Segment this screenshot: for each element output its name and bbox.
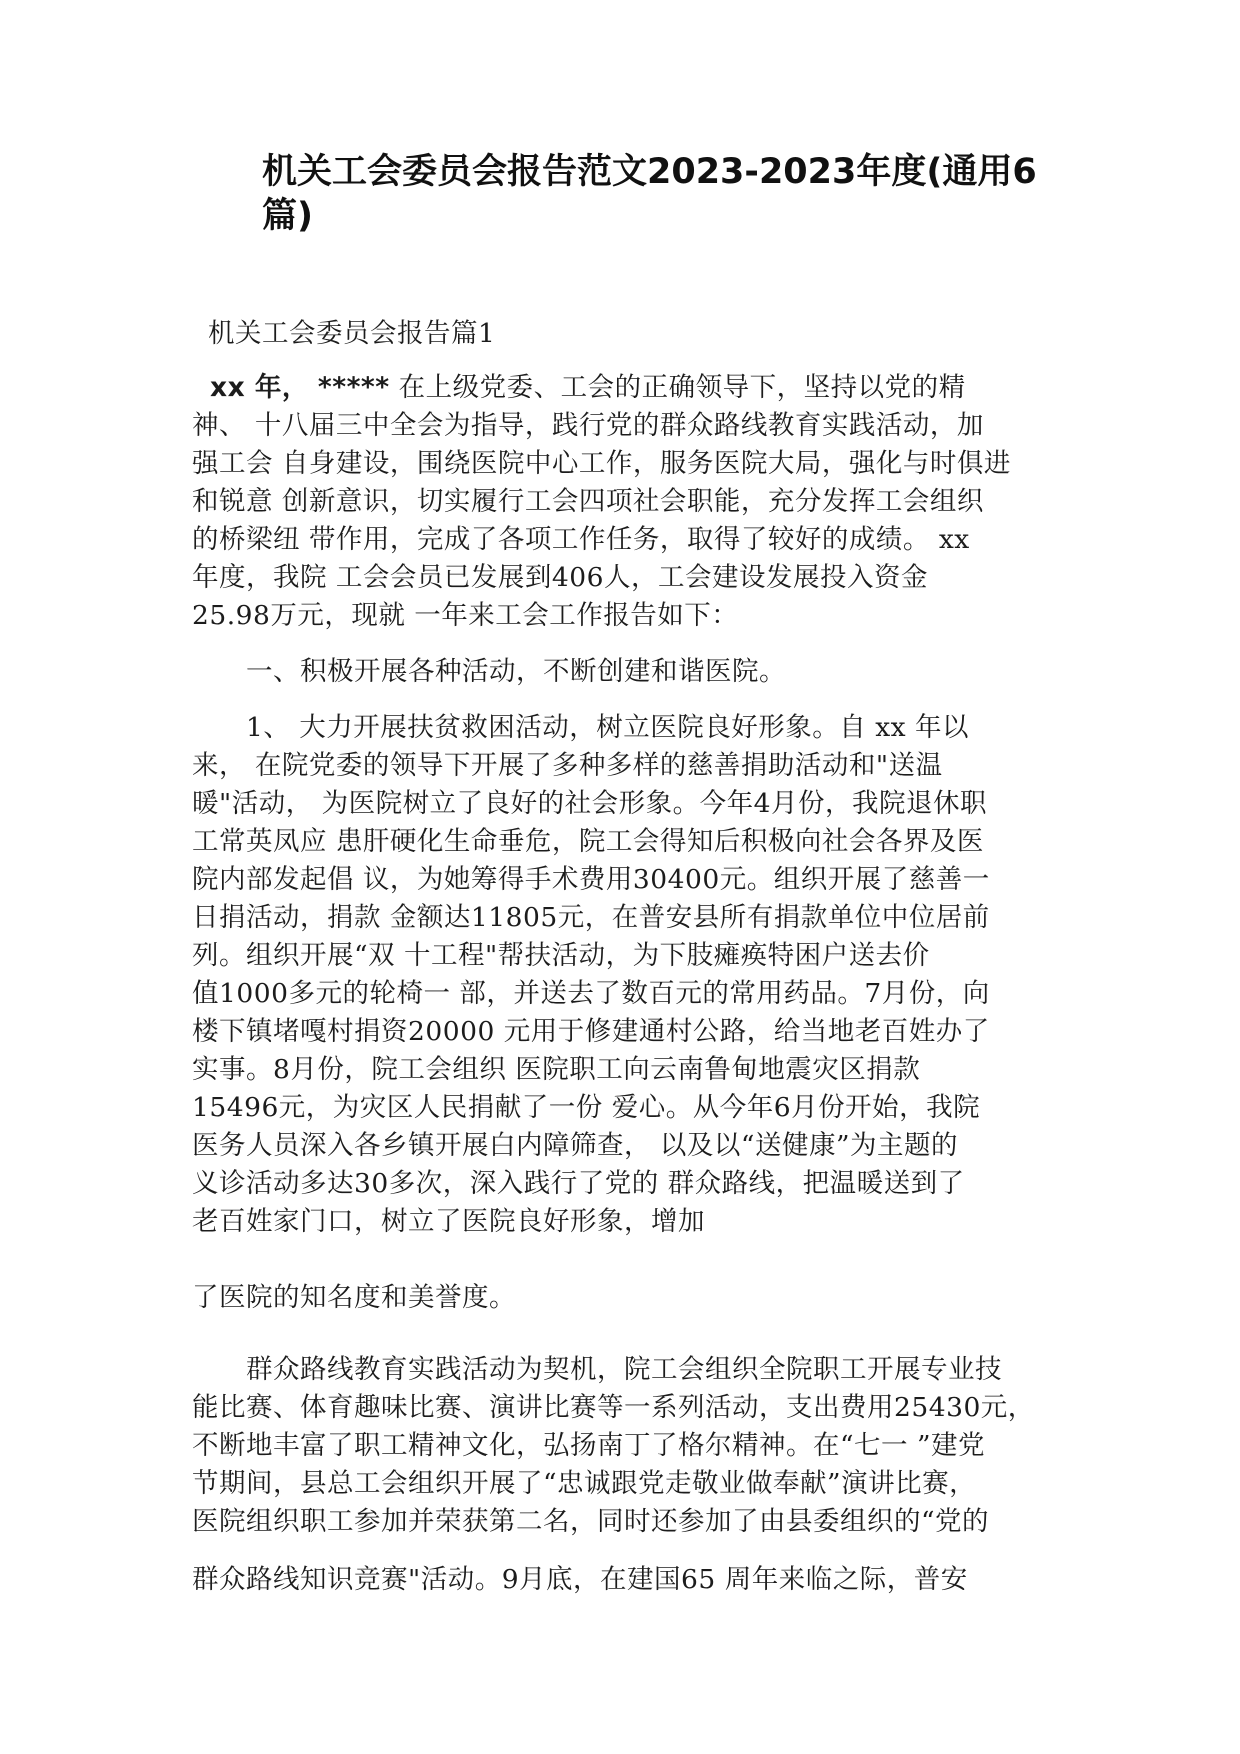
body-line-text: 在上级党委、工会的正确领导下，坚持以党的精 xyxy=(389,372,966,403)
document-title xyxy=(262,150,1042,238)
body-line: 不断地丰富了职工精神文化，弘扬南丁了格尔精神。在“七一 ”建党 xyxy=(192,1430,986,1461)
section-heading: 机关工会委员会报告篇1 xyxy=(208,318,496,349)
body-line: 值1000多元的轮椅一 部，并送去了数百元的常用药品。7月份，向 xyxy=(192,978,990,1009)
body-line: 能比赛、体育趣味比赛、演讲比赛等一系列活动，支出费用25430元， xyxy=(192,1392,1035,1423)
body-line: 群众路线知识竞赛"活动。9月底，在建国65 周年来临之际，普安 xyxy=(192,1564,968,1595)
body-line: 15496元，为灾区人民捐献了一份 爱心。从今年6月份开始，我院 xyxy=(192,1092,981,1123)
body-line: 群众路线教育实践活动为契机，院工会组织全院职工开展专业技 xyxy=(246,1354,1002,1385)
body-line: 工常英凤应 患肝硬化生命垂危，院工会得知后积极向社会各界及医 xyxy=(192,826,984,857)
body-line: 暖"活动， 为医院树立了良好的社会形象。今年4月份，我院退休职 xyxy=(192,788,987,819)
body-line: 的桥梁纽 带作用，完成了各项工作任务，取得了较好的成绩。 xx xyxy=(192,524,970,555)
body-line: 医院组织职工参加并荣获第二名，同时还参加了由县委组织的“党的 xyxy=(192,1506,990,1537)
body-line: 神、 十八届三中全会为指导，践行党的群众路线教育实践活动，加 xyxy=(192,410,984,441)
body-line: 院内部发起倡 议，为她筹得手术费用30400元。组织开展了慈善一 xyxy=(192,864,990,895)
title-line-2: 篇) xyxy=(262,196,313,236)
body-line: 强工会 自身建设，围绕医院中心工作，服务医院大局，强化与时俱进 xyxy=(192,448,1011,479)
body-line xyxy=(210,370,1080,406)
body-line-stars: ***** xyxy=(317,372,390,403)
body-line: 医务人员深入各乡镇开展白内障筛查， 以及以“送健康”为主题的 xyxy=(192,1130,959,1161)
body-line: 25.98万元，现就 一年来工会工作报告如下： xyxy=(192,600,739,631)
title-line-1: 机关工会委员会报告范文2023-2023年度(通用6 xyxy=(262,152,1037,192)
body-line: 实事。8月份，院工会组织 医院职工向云南鲁甸地震灾区捐款 xyxy=(192,1054,921,1085)
body-line: 日捐活动，捐款 金额达11805元，在普安县所有捐款单位中位居前 xyxy=(192,902,990,933)
body-line: 来， 在院党委的领导下开展了多种多样的慈善捐助活动和"送温 xyxy=(192,750,943,781)
body-line: 年度，我院 工会会员已发展到406人，工会建设发展投入资金 xyxy=(192,562,929,593)
section-item-heading: 一、积极开展各种活动，不断创建和谐医院。 xyxy=(246,656,786,687)
body-line: 了医院的知名度和美誉度。 xyxy=(192,1282,516,1313)
body-line: 义诊活动多达30多次，深入践行了党的 群众路线，把温暖送到了 xyxy=(192,1168,965,1199)
body-line: 1、 大力开展扶贫救困活动，树立医院良好形象。自 xx 年以 xyxy=(246,712,970,743)
body-line-year: xx 年， xyxy=(210,372,309,403)
body-line: 节期间，县总工会组织开展了“忠诚跟党走敬业做奉献”演讲比赛， xyxy=(192,1468,977,1499)
body-line: 列。组织开展“双 十工程"帮扶活动，为下肢瘫痪特困户送去价 xyxy=(192,940,930,971)
body-line: 老百姓家门口，树立了医院良好形象，增加 xyxy=(192,1206,705,1237)
body-line: 和锐意 创新意识，切实履行工会四项社会职能，充分发挥工会组织 xyxy=(192,486,984,517)
body-line: 楼下镇堵嘎村捐资20000 元用于修建通村公路，给当地老百姓办了 xyxy=(192,1016,990,1047)
